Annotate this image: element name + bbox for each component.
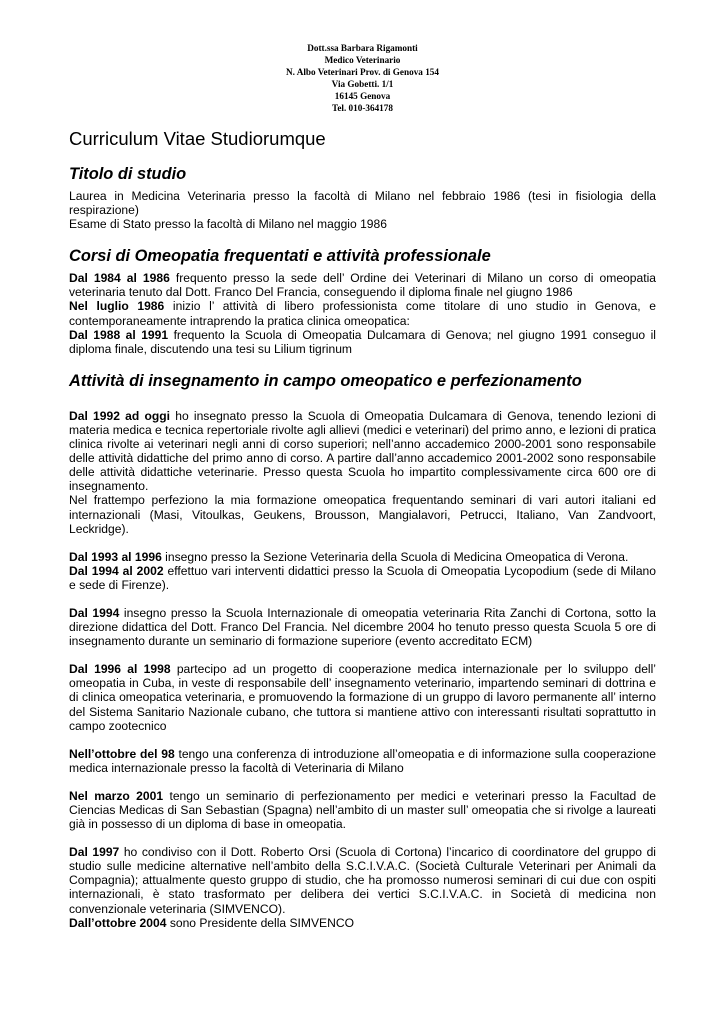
section-heading-insegnamento: Attività di insegnamento in campo omeopatico e perfezionamento xyxy=(69,371,582,390)
insegnamento-date-2: Dal 1993 al 1996 xyxy=(69,549,162,564)
insegnamento-text-2: insegno presso la Sezione Veterinaria della Scuola di Medicina Omeopatica di Verona. xyxy=(161,549,629,564)
insegnamento-date-5: Dal 1996 al 1998 xyxy=(69,662,171,677)
insegnamento-text-7: tengo un seminario di perfezionamento per medici e veterinari presso la Facultad de Ciencias Medicas di San Sebastian (Spagna) nell’ambito di un master sull’ omeopatia che si rivolge a laureati già in possesso di un diploma di base in omeopatia. xyxy=(69,788,656,832)
insegnamento-paragraph-7 xyxy=(69,789,656,831)
insegnamento-date-1: Dal 1992 ad oggi xyxy=(69,408,171,423)
insegnamento-paragraph-3 xyxy=(69,564,656,592)
insegnamento-date-4: Dal 1994 xyxy=(69,605,120,620)
letterhead-albo: N. Albo Veterinari Prov. di Genova 154 xyxy=(286,67,439,77)
insegnamento-paragraph-2 xyxy=(69,550,656,564)
corsi-paragraph-1 xyxy=(69,271,656,299)
corsi-date-1: Dal 1984 al 1986 xyxy=(69,271,170,286)
studio-paragraph-laurea: Laurea in Medicina Veterinaria presso la facoltà di Milano nel febbraio 1986 (tesi in fisiologia della respirazione) xyxy=(69,189,656,218)
document-title: Curriculum Vitae Studiorumque xyxy=(69,128,326,149)
insegnamento-text-3: effettuo vari interventi didattici presso la Scuola di Omeopatia Lycopodium (sede di Milano e sede di Firenze). xyxy=(69,563,656,592)
insegnamento-paragraph-5 xyxy=(69,662,656,732)
insegnamento-text-1: ho insegnato presso la Scuola di Omeopatia Dulcamara di Genova, tenendo lezioni di materia medica e tecnica repertoriale rivolte agli allievi (medici e veterinari) del primo anno, e lezioni di pratica clinica rivolte ai veterinari negli anni di corso superiori; nell’anno accademico 2000-2001 sono responsabile delle attività didattiche del primo anno di corso. A partire dall’anno accademico 2001-2002 sono responsabile delle attività didattiche veterinarie. Presso questa Scuola ho impartito complessivamente circa 600 ore di insegnamento. xyxy=(69,408,656,494)
studio-paragraph-esame: Esame di Stato presso la facoltà di Milano nel maggio 1986 xyxy=(69,217,387,232)
corsi-paragraph-2 xyxy=(69,299,656,327)
corsi-text-3: frequento la Scuola di Omeopatia Dulcamara di Genova; nel giugno 1991 conseguo il diploma finale, discutendo una tesi su Lilium tigrinum xyxy=(69,327,656,356)
letterhead-city: 16145 Genova xyxy=(334,91,391,101)
insegnamento-date-3: Dal 1994 al 2002 xyxy=(69,563,164,578)
letterhead-name: Dott.ssa Barbara Rigamonti xyxy=(307,43,418,53)
insegnamento-text-4: insegno presso la Scuola Internazionale di omeopatia veterinaria Rita Zanchi di Cortona, sotto la direzione didattica del Dott. Franco Del Francia. Nel dicembre 2004 ho tenuto presso questa Scuola 5 ore di insegnamento durante un seminario di formazione superiore (evento accreditato ECM) xyxy=(69,605,656,649)
corsi-text-1: frequento presso la sede dell’ Ordine dei Veterinari di Milano un corso di omeopatia veterinaria tenuto dal Dott. Franco Del Francia, conseguendo il diploma finale nel giugno 1986 xyxy=(69,271,656,300)
letterhead-street: Via Gobetti. 1/1 xyxy=(331,79,394,89)
section-heading-corsi: Corsi di Omeopatia frequentati e attività professionale xyxy=(69,247,491,266)
insegnamento-paragraph-1 xyxy=(69,409,656,494)
insegnamento-date-6: Nell’ottobre del 98 xyxy=(69,746,175,761)
letterhead-title: Medico Veterinario xyxy=(324,55,401,65)
insegnamento-date-7: Nel marzo 2001 xyxy=(69,788,164,803)
section-heading-studio: Titolo di studio xyxy=(69,165,187,183)
letterhead xyxy=(69,42,656,114)
insegnamento-text-8: ho condiviso con il Dott. Roberto Orsi (Scuola di Cortona) l’incarico di coordinatore del gruppo di studio sulle medicine alternative nell’ambito della S.C.I.V.A.C. (Società Culturale Veterinari per Animali da Compagnia); attualmente questo gruppo di studio, che ha promosso numerosi seminari di cui due con ospiti internazionali, è stato trasformato per delibera dei vertici S.C.I.V.A.C. in Società di medicina non convenzionale veterinaria (SIMVENCO). xyxy=(69,845,656,916)
insegnamento-date-8: Dal 1997 xyxy=(69,845,120,860)
insegnamento-paragraph-4 xyxy=(69,606,656,648)
corsi-paragraph-3 xyxy=(69,328,656,356)
insegnamento-paragraph-1b: Nel frattempo perfeziono la mia formazione omeopatica frequentando seminari di vari autori italiani ed internazionali (Masi, Vitoulkas, Geukens, Brousson, Mangialavori, Petrucci, Italiano, Van Zandvoort, Leckridge). xyxy=(69,493,656,536)
corsi-date-2: Nel luglio 1986 xyxy=(69,299,165,314)
insegnamento-paragraph-9 xyxy=(69,916,656,930)
corsi-date-3: Dal 1988 al 1991 xyxy=(69,327,169,342)
letterhead-phone: Tel. 010-364178 xyxy=(332,103,393,113)
corsi-text-2: inizio l’ attività di libero professionista come titolare di uno studio in Genova, e contemporaneamente intraprendo la pratica clinica omeopatica: xyxy=(69,299,656,328)
insegnamento-text-6: tengo una conferenza di introduzione all’omeopatia e di informazione sulla cooperazione medica internazionale presso la facoltà di Veterinaria di Milano xyxy=(69,746,656,775)
insegnamento-text-9: sono Presidente della SIMVENCO xyxy=(166,915,354,930)
insegnamento-text-5: partecipo ad un progetto di cooperazione medica internazionale per lo sviluppo dell’ omeopatia in Cuba, in veste di responsabile dell’ insegnamento veterinario, impartendo seminari di dottrina e di clinica omeopatica veterinaria, e promuovendo la formazione di un gruppo di lavoro permanente all’ interno del Sistema Sanitario Nazionale cubano, che tuttora si mantiene attivo con interessanti risultati soprattutto in campo zootecnico xyxy=(69,662,656,733)
insegnamento-paragraph-6 xyxy=(69,747,656,775)
insegnamento-paragraph-8 xyxy=(69,845,656,915)
insegnamento-date-9: Dall’ottobre 2004 xyxy=(69,915,167,930)
